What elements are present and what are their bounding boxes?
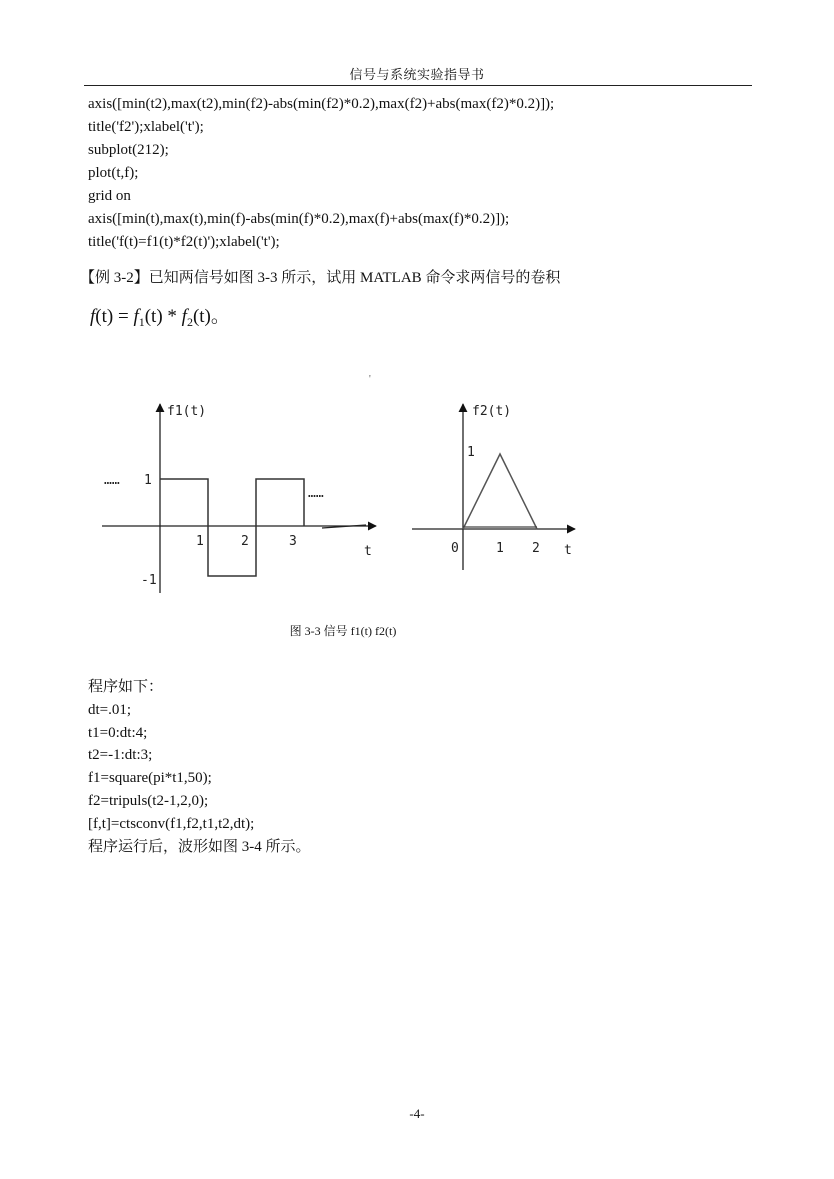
f2-triangle-pulse [463, 454, 537, 529]
code-line: grid on [88, 188, 131, 204]
code-line: title('f2');xlabel('t'); [88, 119, 204, 135]
code-line: plot(t,f); [88, 165, 139, 181]
program-block [88, 676, 748, 858]
program-line: [f,t]=ctsconv(f1,f2,t1,t2,dt); [88, 815, 255, 832]
formula-star: * [162, 306, 182, 327]
f1-axis-label: f1(t) [167, 404, 207, 419]
f2-x-tick-1: 1 [496, 541, 504, 556]
formula-equals: = [113, 306, 134, 327]
f2-axis-label: f2(t) [472, 404, 512, 419]
f1-x-tick-1: 1 [196, 534, 204, 549]
f1-left-ellipsis: …… [104, 473, 120, 488]
figure-caption: 图 3-3 信号 f1(t) f2(t) [289, 624, 397, 638]
program-line: f1=square(pi*t1,50); [88, 770, 212, 787]
f1-plot [102, 404, 376, 593]
formula-arg: (t) [95, 306, 114, 327]
f2-plot [412, 404, 575, 570]
code-block [88, 93, 748, 254]
f1-y-high-label: 1 [144, 473, 152, 488]
formula-sub1: 1 [138, 315, 145, 329]
f2-x-tick-2: 2 [532, 541, 540, 556]
code-line: subplot(212); [88, 142, 169, 158]
f1-square-wave [160, 479, 304, 576]
formula-f2: f [181, 306, 187, 327]
f2-origin-label: 0 [451, 541, 459, 556]
program-line: t2=-1:dt:3; [88, 747, 153, 764]
example-heading: 【例 3-2】已知两信号如图 3-3 所示，试用 MATLAB 命令求两信号的卷积 [80, 270, 561, 286]
stray-mark: ' [369, 374, 371, 385]
formula-arg1: (t) [144, 306, 163, 327]
program-line: t1=0:dt:4; [88, 724, 148, 741]
code-line: axis([min(t),max(t),min(f)-abs(min(f)*0.2),max(f)+abs(max(f)*0.2)]); [88, 211, 510, 227]
code-line: axis([min(t2),max(t2),min(f2)-abs(min(f2)*0.2),max(f2)+abs(max(f2)*0.2)]); [88, 96, 555, 112]
program-line: dt=.01; [88, 701, 132, 718]
figure-3-3 [0, 380, 834, 610]
formula-sub2: 2 [186, 315, 193, 329]
page-number: -4- [409, 1106, 425, 1121]
program-line: f2=tripuls(t2-1,2,0); [88, 792, 209, 809]
f2-y-peak-label: 1 [467, 445, 475, 460]
formula-f1: f [133, 306, 139, 327]
running-header-title: 信号与系统实验指导书 [349, 67, 485, 82]
formula-period: 。 [210, 306, 230, 327]
f1-x-label: t [364, 544, 372, 559]
formula-arg2: (t) [192, 306, 211, 327]
f1-x-tick-2: 2 [241, 534, 249, 549]
formula-f: f [90, 306, 96, 327]
f1-x-tick-3: 3 [289, 534, 297, 549]
program-intro: 程序如下： [88, 679, 164, 695]
f1-y-low-label: -1 [141, 573, 157, 588]
convolution-formula [90, 301, 230, 330]
code-line: title('f(t)=f1(t)*f2(t)');xlabel('t'); [88, 234, 280, 250]
f2-x-label: t [564, 543, 572, 558]
header-rule [84, 85, 752, 86]
f1-right-ellipsis: …… [308, 486, 324, 501]
program-outro: 程序运行后，波形如图 3-4 所示。 [88, 838, 311, 855]
